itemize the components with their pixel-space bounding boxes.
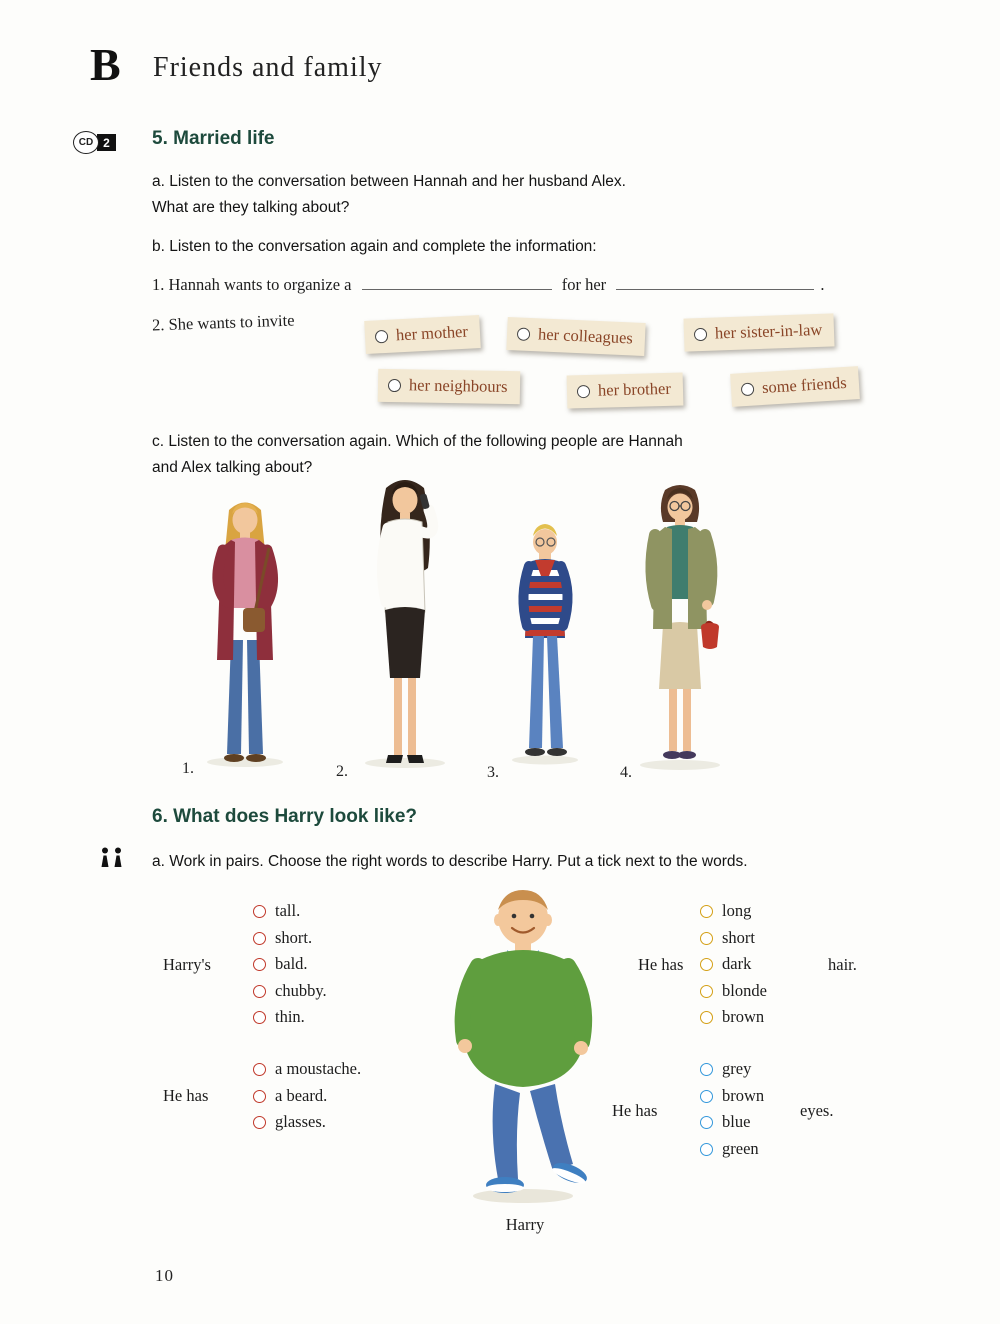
choice-chip-her-neighbours[interactable] — [378, 369, 520, 404]
option-label: blue — [722, 1112, 751, 1131]
radio-circle[interactable] — [253, 905, 266, 918]
radio-circle[interactable] — [700, 1011, 713, 1024]
sentence-1-mid: for her — [561, 275, 607, 294]
radio-circle[interactable] — [577, 384, 590, 397]
option-label: long — [722, 901, 752, 920]
radio-circle[interactable] — [253, 1011, 266, 1024]
option-label: short. — [275, 928, 313, 947]
group-label-harrys: Harry's — [163, 955, 211, 974]
option-dark[interactable] — [700, 954, 751, 974]
person-4-illustration — [615, 477, 745, 772]
exercise-5a-instruction-line2: What are they talking about? — [152, 199, 350, 216]
chip-label: some friends — [761, 372, 848, 397]
option-label: brown — [722, 1007, 765, 1026]
option-label: glasses. — [275, 1112, 326, 1131]
harry-caption: Harry — [505, 1215, 545, 1234]
option-thin[interactable] — [253, 1007, 305, 1027]
radio-circle[interactable] — [694, 327, 707, 340]
page-title: Friends and family — [153, 52, 383, 83]
cd-icon: CD — [73, 131, 99, 154]
option-label: brown — [722, 1086, 765, 1105]
chip-label: her colleagues — [537, 324, 634, 348]
page-number: 10 — [155, 1266, 174, 1285]
exercise-5a-instruction-line1: a. Listen to the conversation between Hannah and her husband Alex. — [152, 173, 626, 190]
chip-label: her brother — [597, 378, 672, 400]
radio-circle[interactable] — [700, 905, 713, 918]
person-1-number: 1. — [182, 760, 194, 777]
choice-chip-her-mother[interactable] — [364, 315, 481, 354]
chip-label: her sister-in-law — [714, 319, 823, 343]
radio-circle[interactable] — [700, 1090, 713, 1103]
radio-circle[interactable] — [517, 327, 531, 341]
suffix-eyes: eyes. — [800, 1101, 834, 1120]
choice-chip-her-colleagues[interactable] — [506, 317, 645, 356]
option-glasses[interactable] — [253, 1112, 326, 1132]
option-short[interactable] — [253, 928, 312, 948]
option-label: chubby. — [275, 981, 327, 1000]
blank-field-1[interactable] — [362, 274, 552, 290]
group-label-he-has-eyes: He has — [612, 1101, 658, 1120]
option-grey[interactable] — [700, 1059, 751, 1079]
sentence-1-end: . — [820, 275, 825, 294]
option-label: tall. — [275, 901, 301, 920]
person-3-illustration — [495, 516, 595, 766]
chip-label: her neighbours — [408, 375, 508, 397]
choice-chip-some-friends[interactable] — [730, 366, 860, 407]
exercise-5-heading: 5. Married life — [152, 128, 275, 149]
option-label: bald. — [275, 954, 308, 973]
radio-circle[interactable] — [253, 1063, 266, 1076]
option-green[interactable] — [700, 1139, 759, 1159]
exercise-6-heading: 6. What does Harry look like? — [152, 806, 418, 827]
option-blonde[interactable] — [700, 981, 767, 1001]
exercise-6a-instruction: a. Work in pairs. Choose the right words to describe Harry. Put a tick next to the words. — [152, 853, 748, 870]
person-2-illustration — [340, 470, 470, 770]
group-label-he-has-hair: He has — [638, 955, 684, 974]
radio-circle[interactable] — [700, 1063, 713, 1076]
option-a-moustache[interactable] — [253, 1059, 361, 1079]
cd-badge — [73, 131, 116, 154]
harry-illustration — [420, 878, 630, 1208]
choice-chip-her-brother[interactable] — [567, 372, 684, 408]
option-label: grey — [722, 1059, 752, 1078]
radio-circle[interactable] — [741, 382, 755, 396]
option-brown-eyes[interactable] — [700, 1086, 764, 1106]
sentence-1-pre: 1. Hannah wants to organize a — [152, 275, 352, 294]
radio-circle[interactable] — [253, 1090, 266, 1103]
person-3-number: 3. — [487, 764, 499, 781]
person-2-number: 2. — [336, 763, 348, 780]
choice-chip-her-sister-in-law[interactable] — [683, 313, 834, 351]
radio-circle[interactable] — [700, 1143, 713, 1156]
option-chubby[interactable] — [253, 981, 327, 1001]
option-label: short — [722, 928, 755, 947]
option-label: a beard. — [275, 1086, 328, 1105]
person-1-illustration — [185, 490, 305, 770]
fill-in-sentence-1 — [152, 274, 825, 295]
option-a-beard[interactable] — [253, 1086, 327, 1106]
person-4-number: 4. — [620, 764, 632, 781]
exercise-5c-instruction-line1: c. Listen to the conversation again. Which of the following people are Hannah — [152, 433, 683, 450]
option-brown-hair[interactable] — [700, 1007, 764, 1027]
exercise-5b-instruction: b. Listen to the conversation again and complete the information: — [152, 238, 597, 255]
radio-circle[interactable] — [253, 932, 266, 945]
option-label: blonde — [722, 981, 767, 1000]
option-label: dark — [722, 954, 752, 973]
radio-circle[interactable] — [253, 958, 266, 971]
suffix-hair: hair. — [828, 955, 857, 974]
option-label: thin. — [275, 1007, 305, 1026]
radio-circle[interactable] — [375, 329, 389, 343]
radio-circle[interactable] — [700, 1116, 713, 1129]
chip-label: her mother — [395, 321, 469, 345]
radio-circle[interactable] — [700, 958, 713, 971]
radio-circle[interactable] — [253, 1116, 266, 1129]
sentence-2-label: 2. She wants to invite — [151, 310, 295, 335]
exercise-5c-instruction-line2: and Alex talking about? — [152, 459, 313, 476]
radio-circle[interactable] — [700, 985, 713, 998]
option-bald[interactable] — [253, 954, 308, 974]
option-tall[interactable] — [253, 901, 300, 921]
radio-circle[interactable] — [700, 932, 713, 945]
option-long[interactable] — [700, 901, 751, 921]
cd-track-number: 2 — [97, 134, 116, 151]
option-short-hair[interactable] — [700, 928, 755, 948]
pair-work-icon — [98, 847, 126, 867]
radio-circle[interactable] — [388, 378, 401, 391]
option-blue[interactable] — [700, 1112, 750, 1132]
option-label: a moustache. — [275, 1059, 362, 1078]
blank-field-2[interactable] — [616, 274, 814, 290]
group-label-he-has-left: He has — [163, 1086, 209, 1105]
option-label: green — [722, 1139, 759, 1158]
section-letter: B — [90, 39, 121, 90]
radio-circle[interactable] — [253, 985, 266, 998]
